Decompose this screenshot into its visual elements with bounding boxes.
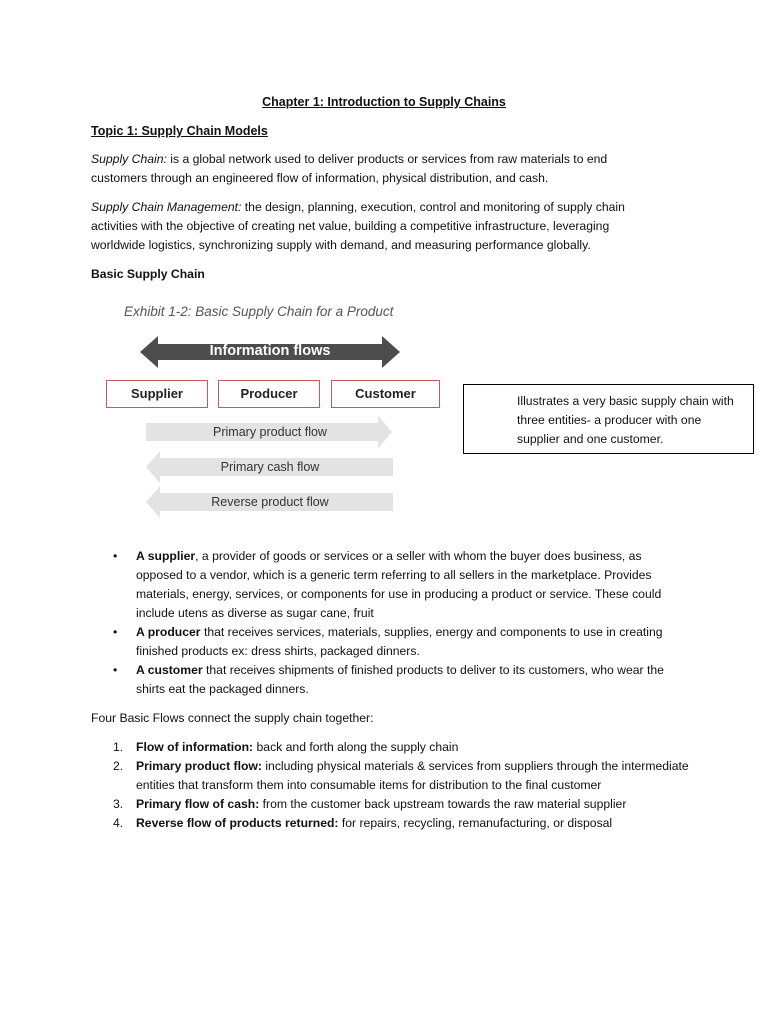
list-item [91,623,691,661]
bullet-term: A supplier [136,549,196,563]
flow-text: back and forth along the supply chain [253,740,459,754]
list-number: 4. [113,816,124,830]
list-number: 1. [113,740,124,754]
list-number: 2. [113,759,124,773]
entity-producer: Producer [218,380,320,408]
list-number: 3. [113,797,124,811]
list-item [91,814,691,833]
primary-product-flow-label: Primary product flow [213,425,327,439]
entity-customer: Customer [331,380,440,408]
flow-term: Flow of information: [136,740,254,754]
flow-term: Primary product flow: [136,759,262,773]
bullet-text: that receives services, materials, supplies, energy and components to use in creating finished products ex: dress shirts, packaged dinners. [136,625,663,658]
flows-heading: Four Basic Flows connect the supply chain together: [91,711,374,725]
chapter-title: Chapter 1: Introduction to Supply Chains [262,95,506,109]
reverse-product-flow-label: Reverse product flow [211,495,329,509]
bullet-icon: • [113,549,118,563]
flow-text: including physical materials & services from suppliers through the intermediate entities that transform them into consumable items for distribution to the final customer [136,759,689,792]
entity-row [106,380,440,410]
topic-heading: Topic 1: Supply Chain Models [91,124,268,138]
primary-cash-flow-label: Primary cash flow [220,460,320,474]
bullet-text: , a provider of goods or services or a seller with whom the buyer does business, as opposed to a vendor, which is a generic term referring to all sellers in the marketplace. Provides materials, energy, services, or components for use in producing a product or service. These could include utens as diverse as sugar cane, fruit [136,549,662,620]
flow-term: Reverse flow of products returned: [136,816,339,830]
bullet-term: A producer [136,625,201,639]
scm-text: the design, planning, execution, control and monitoring of supply chain activities with the objective of creating net value, building a competitive infrastructure, leveraging worldwide logistics, synchronizing supply with demand, and measuring performance globally. [91,200,625,252]
entity-bullet-list [91,547,691,699]
flow-term: Primary flow of cash: [136,797,260,811]
supply-chain-text: is a global network used to deliver products or services from raw materials to end customers through an engineered flow of information, physical distribution, and cash. [91,152,608,185]
exhibit-title: Exhibit 1-2: Basic Supply Chain for a Product [124,304,394,319]
scm-definition [91,198,666,255]
flow-text: from the customer back upstream towards the raw material supplier [259,797,627,811]
flows-numbered-list [91,738,691,833]
list-item [91,547,691,623]
list-item [91,661,691,699]
callout-text: Illustrates a very basic supply chain with three entities- a producer with one supplier and one customer. [517,394,734,446]
scm-term: Supply Chain Management: [91,200,242,214]
entity-supplier: Supplier [106,380,208,408]
flow-arrows-svg [100,300,445,520]
list-item [91,757,691,795]
supply-chain-definition [91,150,666,188]
callout-box [463,384,754,454]
bullet-icon: • [113,663,118,677]
basic-supply-chain-heading: Basic Supply Chain [91,267,205,281]
list-item [91,738,691,757]
list-item [91,795,691,814]
bullet-term: A customer [136,663,203,677]
information-flows-label: Information flows [209,343,331,359]
supply-chain-term: Supply Chain: [91,152,167,166]
exhibit-diagram [100,300,445,520]
bullet-text: that receives shipments of finished products to deliver to its customers, who wear the shirts eat the packaged dinners. [136,663,664,696]
flow-text: for repairs, recycling, remanufacturing, or disposal [338,816,613,830]
bullet-icon: • [113,625,118,639]
